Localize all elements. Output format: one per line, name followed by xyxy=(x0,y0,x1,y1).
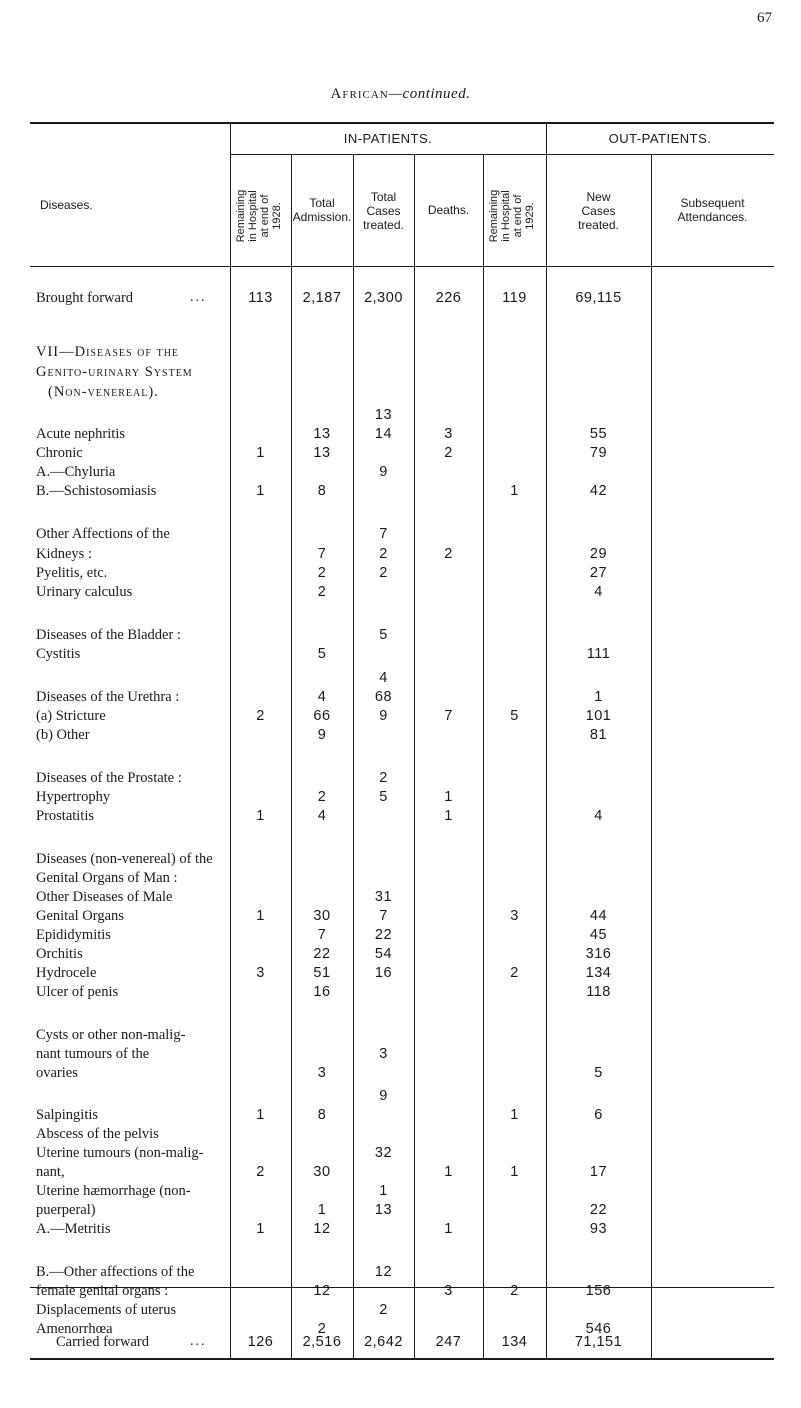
table-cell: 9 xyxy=(379,1088,388,1104)
table-cell: 2 xyxy=(510,1283,519,1299)
table-cell: 3 xyxy=(317,1065,327,1081)
table-cell: 66 xyxy=(313,708,331,724)
row-label: Salpingitis xyxy=(36,1107,99,1123)
title-main: African xyxy=(330,86,389,102)
table-cell: 1 xyxy=(510,1107,519,1123)
table-cell: 45 xyxy=(589,927,608,943)
remaining-1928-header: Remaining in Hospital at end of 1928. xyxy=(235,189,283,243)
cf-new-cases: 71,151 xyxy=(574,1334,623,1350)
table-cell: 17 xyxy=(589,1164,608,1180)
table-cell: 1 xyxy=(444,789,453,805)
row-label: B.—Other affections of the xyxy=(36,1264,195,1280)
row-label: A.—Chyluria xyxy=(36,464,116,480)
table-cell: 2 xyxy=(444,546,453,562)
cf-total-cases: 2,642 xyxy=(364,1334,403,1350)
table-bottom-rule xyxy=(30,1358,774,1360)
table-cell: 81 xyxy=(589,727,608,743)
row-label: Pyelitis, etc. xyxy=(36,565,108,581)
table-cell: 5 xyxy=(379,789,388,805)
table-cell: 4 xyxy=(379,670,388,686)
table-cell: 1 xyxy=(317,1202,327,1218)
table-cell: 101 xyxy=(585,708,612,724)
table-cell: 55 xyxy=(589,426,608,442)
table-top-rule xyxy=(30,122,774,124)
out-patients-header: OUT-PATIENTS. xyxy=(608,131,712,146)
table-cell: 2 xyxy=(317,789,327,805)
table-cell: 4 xyxy=(594,808,603,824)
diseases-header: Diseases. xyxy=(40,198,93,212)
table-cell: 22 xyxy=(374,927,393,943)
table-cell: 13 xyxy=(313,445,331,461)
table-cell: 4 xyxy=(317,689,327,705)
ellipsis: ... xyxy=(190,290,207,305)
table-cell: 4 xyxy=(594,584,603,600)
table-cell: 3 xyxy=(379,1046,388,1062)
row-label: Chronic xyxy=(36,445,83,461)
row-label: Hydrocele xyxy=(36,965,97,981)
cf-remaining-1929: 134 xyxy=(501,1334,528,1350)
table-cell: 4 xyxy=(317,808,327,824)
section-heading-3: (Non-venereal). xyxy=(48,384,159,400)
col-rule-3 xyxy=(353,155,354,1358)
table-cell: 1 xyxy=(379,1183,388,1199)
table-cell: 2 xyxy=(317,565,327,581)
table-cell: 1 xyxy=(594,689,603,705)
in-patients-header: IN-PATIENTS. xyxy=(343,131,433,146)
row-label: Displacements of uterus xyxy=(36,1302,177,1318)
section-heading-2: Genito-urinary System xyxy=(36,364,193,380)
table-cell: 12 xyxy=(313,1221,331,1237)
cf-remaining-1928: 126 xyxy=(247,1334,274,1350)
table-cell: 6 xyxy=(594,1107,603,1123)
group-header-rule xyxy=(230,154,774,155)
table-cell: 1 xyxy=(444,808,453,824)
table-cell: 68 xyxy=(374,689,393,705)
table-cell: 5 xyxy=(594,1065,603,1081)
table-cell: 2 xyxy=(256,708,265,724)
ellipsis: ... xyxy=(190,1334,207,1349)
row-label: Abscess of the pelvis xyxy=(36,1126,159,1142)
row-label: Other Affections of the xyxy=(36,526,170,542)
section-heading-1: VII—Diseases of the xyxy=(36,344,180,360)
carried-forward-label: Carried forward xyxy=(56,1334,149,1350)
row-label: Ulcer of penis xyxy=(36,984,119,1000)
table-cell: 5 xyxy=(379,627,388,643)
table-cell: 1 xyxy=(256,808,265,824)
table-cell: 2 xyxy=(510,965,519,981)
table-cell: 2 xyxy=(379,1302,388,1318)
table-cell: 2 xyxy=(379,546,388,562)
bf-total-admission: 2,187 xyxy=(302,290,342,306)
table-cell: 7 xyxy=(444,708,453,724)
row-label: (a) Stricture xyxy=(36,708,106,724)
row-label: Cysts or other non-malig- xyxy=(36,1027,186,1043)
row-label: Urinary calculus xyxy=(36,584,133,600)
table-cell: 7 xyxy=(379,526,388,542)
row-label: nant tumours of the xyxy=(36,1046,150,1062)
row-label: Acute nephritis xyxy=(36,426,125,442)
table-cell: 2 xyxy=(379,770,388,786)
table-cell: 546 xyxy=(585,1321,612,1337)
page-title xyxy=(0,86,801,103)
row-label: Kidneys : xyxy=(36,546,92,562)
table-cell: 12 xyxy=(313,1283,331,1299)
table-cell: 31 xyxy=(374,889,393,905)
bf-deaths: 226 xyxy=(435,290,462,306)
header-bottom-rule xyxy=(30,266,774,267)
table-cell: 44 xyxy=(589,908,608,924)
row-label: Cystitis xyxy=(36,646,81,662)
table-cell: 118 xyxy=(586,984,611,1000)
bf-remaining-1928: 113 xyxy=(248,290,273,306)
table-cell: 1 xyxy=(510,483,519,499)
row-label: Diseases of the Bladder : xyxy=(36,627,181,643)
table-cell: 22 xyxy=(589,1202,608,1218)
title-continued: —continued. xyxy=(388,86,471,102)
table-cell: 27 xyxy=(589,565,608,581)
row-label: ovaries xyxy=(36,1065,78,1081)
remaining-1929-header: Remaining in Hospital at end of 1929. xyxy=(488,189,536,243)
table-cell: 13 xyxy=(374,407,393,423)
table-cell: 3 xyxy=(444,426,453,442)
table-cell: 8 xyxy=(317,1107,327,1123)
table-cell: 1 xyxy=(256,445,265,461)
row-label: Genital Organs of Man : xyxy=(36,870,178,886)
row-label: Prostatitis xyxy=(36,808,95,824)
table-cell: 1 xyxy=(256,1107,265,1123)
table-cell: 7 xyxy=(317,927,327,943)
row-label: A.—Metritis xyxy=(36,1221,111,1237)
table-cell: 1 xyxy=(256,908,265,924)
table-cell: 2 xyxy=(256,1164,265,1180)
col-rule-7 xyxy=(651,155,652,1358)
row-label: Diseases (non-venereal) of the xyxy=(36,851,213,867)
brought-forward-label: Brought forward xyxy=(36,290,134,306)
table-cell: 2 xyxy=(444,445,453,461)
table-cell: 156 xyxy=(585,1283,612,1299)
cf-deaths: 247 xyxy=(435,1334,462,1350)
table-cell: 7 xyxy=(379,908,388,924)
row-label: Amenorrhœa xyxy=(36,1321,113,1337)
table-cell: 9 xyxy=(379,464,388,480)
table-cell: 134 xyxy=(585,965,612,981)
table-cell: 5 xyxy=(510,708,519,724)
table-cell: 1 xyxy=(256,1221,265,1237)
table-cell: 93 xyxy=(589,1221,608,1237)
row-label: puerperal) xyxy=(36,1202,96,1218)
table-cell: 14 xyxy=(374,426,393,442)
total-cases-header: Total Cases treated. xyxy=(363,190,404,232)
table-cell: 79 xyxy=(589,445,608,461)
table-cell: 3 xyxy=(444,1283,453,1299)
table-cell: 3 xyxy=(256,965,265,981)
table-cell: 3 xyxy=(510,908,519,924)
table-cell: 1 xyxy=(444,1221,453,1237)
row-label: Hypertrophy xyxy=(36,789,111,805)
page-number: 67 xyxy=(757,10,772,26)
table-cell: 13 xyxy=(374,1202,393,1218)
table-cell: 29 xyxy=(589,546,608,562)
row-label: Diseases of the Prostate : xyxy=(36,770,182,786)
row-label: nant, xyxy=(36,1164,65,1180)
table-cell: 1 xyxy=(510,1164,519,1180)
table-cell: 1 xyxy=(444,1164,453,1180)
table-cell: 51 xyxy=(313,965,331,981)
row-label: B.—Schistosomiasis xyxy=(36,483,157,499)
table-cell: 9 xyxy=(317,727,327,743)
deaths-header: Deaths. xyxy=(427,203,470,217)
table-cell: 2 xyxy=(379,565,388,581)
table-cell: 16 xyxy=(313,984,331,1000)
row-label: Orchitis xyxy=(36,946,83,962)
row-label: female genital organs : xyxy=(36,1283,169,1299)
table-cell: 22 xyxy=(313,946,331,962)
table-cell: 2 xyxy=(317,584,327,600)
bf-total-cases: 2,300 xyxy=(364,290,403,306)
table-cell: 1 xyxy=(256,483,265,499)
table-cell: 13 xyxy=(313,426,331,442)
table-cell: 12 xyxy=(374,1264,393,1280)
table-cell: 2 xyxy=(317,1321,327,1337)
table-cell: 32 xyxy=(374,1145,393,1161)
bf-new-cases: 69,115 xyxy=(575,290,622,306)
row-label: Other Diseases of Male xyxy=(36,889,173,905)
row-label: Uterine tumours (non-malig- xyxy=(36,1145,204,1161)
bf-remaining-1929: 119 xyxy=(502,290,527,306)
table-cell: 16 xyxy=(374,965,393,981)
table-cell: 316 xyxy=(585,946,612,962)
row-label: Genital Organs xyxy=(36,908,124,924)
row-label: (b) Other xyxy=(36,727,90,743)
table-cell: 30 xyxy=(313,908,331,924)
row-label: Diseases of the Urethra : xyxy=(36,689,180,705)
table-cell: 8 xyxy=(317,483,327,499)
table-cell: 42 xyxy=(589,483,608,499)
table-cell: 111 xyxy=(586,646,611,662)
row-label: Uterine hæmorrhage (non- xyxy=(36,1183,191,1199)
subsequent-attendances-header: Subsequent Attendances. xyxy=(677,196,748,224)
total-admission-header: Total Admission. xyxy=(292,196,352,224)
table-cell: 7 xyxy=(317,546,327,562)
table-cell: 30 xyxy=(313,1164,331,1180)
row-label: Epididymitis xyxy=(36,927,111,943)
new-cases-header: New Cases treated. xyxy=(578,190,619,232)
table-cell: 5 xyxy=(317,646,327,662)
cf-total-admission: 2,516 xyxy=(302,1334,342,1350)
table-cell: 9 xyxy=(379,708,388,724)
table-cell: 54 xyxy=(374,946,393,962)
